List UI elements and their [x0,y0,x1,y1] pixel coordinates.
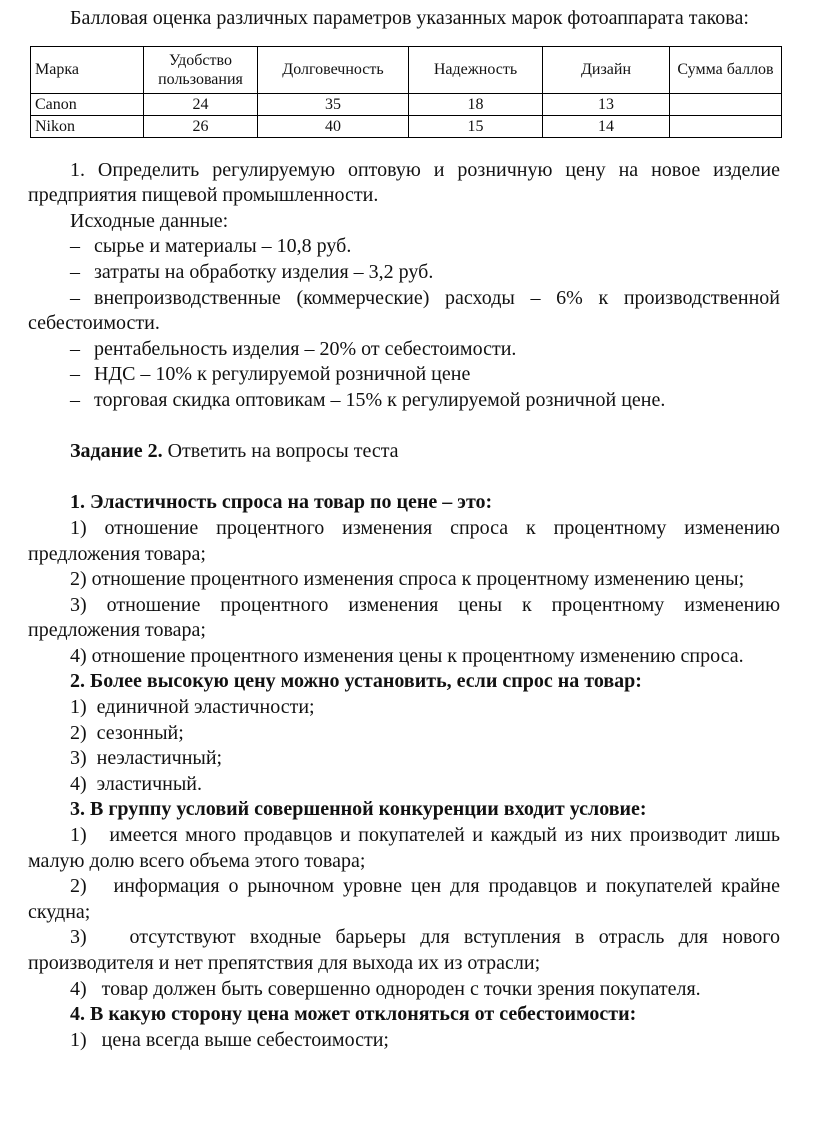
list-item-text: внепроизводственные (коммерческие) расходы – 6% к производственной себестоимости. [28,286,780,335]
option-text: единичной эластичности; [96,696,315,719]
answer-option [28,695,780,721]
answer-option [28,593,780,644]
dash-bullet: – [70,235,80,258]
option-text: товар должен быть совершенно однороден с точки зрения покупателя. [101,977,701,1000]
camera-scores-table [30,46,782,138]
task1-heading: 1. Определить регулируемую оптовую и розничную цену на новое изделие предприятия пищевой промышленности. [28,158,780,207]
option-number: 2) [70,568,87,591]
cell-score-sum [670,93,782,115]
question-3-title: 3. В группу условий совершенной конкуренции входит условие: [70,798,647,821]
cell-reliability: 18 [409,93,543,115]
answer-option [28,823,780,874]
list-item-text: сырье и материалы – 10,8 руб. [94,235,352,258]
question-title [28,669,780,695]
cell-durability: 40 [258,115,409,137]
option-text: неэластичный; [96,747,223,770]
option-text: отношение процентного изменения спроса к процентному изменению цены; [91,568,745,591]
header-score-sum: Сумма баллов [670,46,782,93]
question-4-title: 4. В какую сторону цена может отклоняться от себестоимости: [70,1003,637,1026]
table-row [31,93,782,115]
answer-option [28,644,780,670]
header-brand: Марка [31,46,144,93]
task2-text: Ответить на вопросы теста [162,440,399,463]
cell-reliability: 15 [409,115,543,137]
cell-durability: 35 [258,93,409,115]
cell-brand: Canon [31,93,144,115]
option-number: 3) [70,747,87,770]
option-number: 3) [70,593,87,616]
option-text: отношение процентного изменения спроса к процентному изменению предложения товара; [28,516,780,565]
answer-option [28,746,780,772]
list-item [28,362,780,388]
option-number: 1) [70,1028,87,1051]
cell-usability: 26 [144,115,258,137]
question-title [28,490,780,516]
header-design: Дизайн [543,46,670,93]
question-title [28,1002,780,1028]
option-number: 4) [70,644,87,667]
option-number: 1) [70,696,87,719]
list-item [28,234,780,260]
task2-label: Задание 2. [70,440,163,463]
list-item [28,286,780,337]
intro-paragraph: Балловая оценка различных параметров указанных марок фотоаппарата такова: [70,7,749,29]
answer-option [28,874,780,925]
question-title [28,797,780,823]
cell-design: 14 [543,115,670,137]
task1-source-label: Исходные данные: [70,209,229,232]
answer-option [28,516,780,567]
list-item [28,337,780,363]
spacer [28,414,780,440]
option-text: имеется много продавцов и покупателей и каждый из них производит лишь малую долю всего объема этого товара; [28,824,780,872]
answer-option [28,1028,780,1054]
option-text: информация о рыночном уровне цен для продавцов и покупателей крайне скудна; [28,875,780,923]
header-usability: Удобство пользования [144,46,258,93]
cell-usability: 24 [144,93,258,115]
answer-option [28,772,780,798]
cell-brand: Nikon [31,115,144,137]
dash-bullet: – [70,388,80,411]
cell-score-sum [670,115,782,137]
table-row [31,115,782,137]
list-item-text: затраты на обработку изделия – 3,2 руб. [94,260,434,283]
option-number: 2) [70,875,87,898]
option-text: цена всегда выше себестоимости; [101,1028,389,1051]
spacer [28,138,780,158]
option-number: 4) [70,977,87,1000]
question-2-title: 2. Более высокую цену можно установить, если спрос на товар: [70,670,642,693]
option-text: отношение процентного изменения цены к процентному изменению предложения товара; [28,593,781,642]
option-text: отношение процентного изменения цены к процентному изменению спроса. [91,644,744,667]
option-number: 2) [70,721,87,744]
spacer [28,465,780,491]
task2-heading [28,439,780,465]
header-reliability: Надежность [409,46,543,93]
answer-option [28,977,780,1003]
dash-bullet: – [70,286,80,309]
list-item-text: рентабельность изделия – 20% от себестоимости. [94,337,517,360]
question-1-title: 1. Эластичность спроса на товар по цене – это: [70,491,493,514]
answer-option [28,721,780,747]
option-text: сезонный; [96,721,184,744]
dash-bullet: – [70,260,80,283]
option-number: 1) [70,516,87,539]
answer-option [28,925,780,976]
option-text: эластичный. [96,772,202,795]
answer-option [28,567,780,593]
option-number: 4) [70,772,87,795]
header-durability: Долговечность [258,46,409,93]
dash-bullet: – [70,337,80,360]
list-item-text: НДС – 10% к регулируемой розничной цене [94,363,471,386]
option-number: 3) [70,926,87,949]
list-item-text: торговая скидка оптовикам – 15% к регулируемой розничной цене. [94,388,666,411]
list-item [28,388,780,414]
table-header-row [31,46,782,93]
list-item [28,260,780,286]
option-text: отсутствуют входные барьеры для вступления в отрасль для нового производителя и нет препятствия для выхода их из отрасли; [28,926,780,974]
cell-design: 13 [543,93,670,115]
dash-bullet: – [70,363,80,386]
option-number: 1) [70,824,87,847]
